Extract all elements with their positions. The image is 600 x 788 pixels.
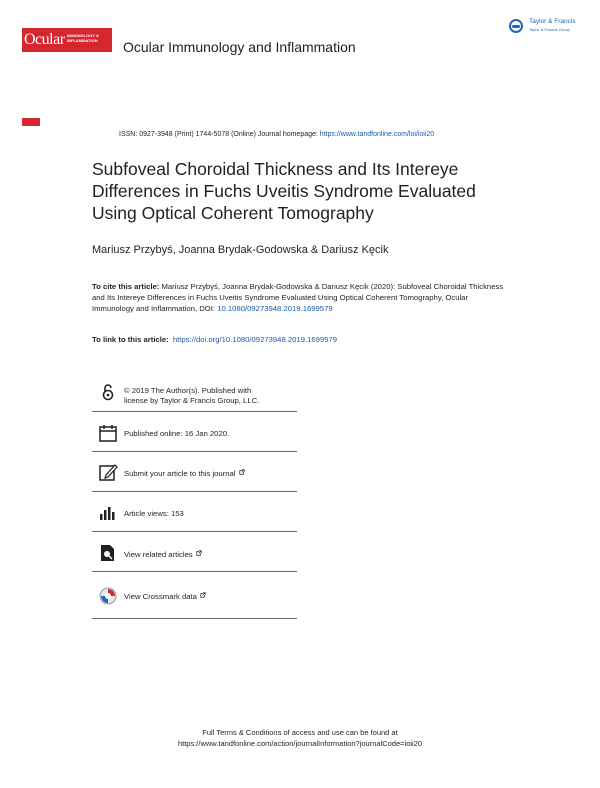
related-articles-label: View related articles bbox=[124, 550, 193, 559]
publisher-logo-icon bbox=[509, 19, 523, 33]
divider bbox=[92, 411, 297, 412]
cover-publisher-mark bbox=[22, 118, 40, 126]
article-views: Article views: 153 bbox=[124, 509, 184, 518]
footer-terms-line1: Full Terms & Conditions of access and use can be found at bbox=[202, 728, 398, 737]
published-date: Published online: 16 Jan 2020. bbox=[124, 429, 230, 438]
external-link-icon bbox=[200, 592, 206, 598]
publisher-logo-name: Taylor & Francis bbox=[529, 18, 576, 25]
license-text bbox=[124, 386, 259, 406]
divider bbox=[92, 571, 297, 572]
footer-terms bbox=[0, 727, 600, 749]
journal-homepage-link[interactable]: https://www.tandfonline.com/loi/ioii20 bbox=[319, 131, 435, 138]
divider bbox=[92, 618, 297, 619]
citation-block bbox=[92, 281, 512, 314]
issn-text: ISSN: 0927-3948 (Print) 1744-5078 (Online) Journal homepage: bbox=[119, 131, 320, 138]
cover-subtitle bbox=[67, 33, 99, 43]
publisher-logo-tagline: Taylor & Francis Group bbox=[529, 27, 570, 32]
license-line2: license by Taylor & Francis Group, LLC. bbox=[124, 396, 260, 405]
article-link-url[interactable]: https://doi.org/10.1080/09273948.2019.1699579 bbox=[172, 335, 338, 344]
divider bbox=[92, 531, 297, 532]
article-title-line3: Using Optical Coherent Tomography bbox=[92, 203, 374, 223]
issn-line bbox=[119, 131, 434, 138]
cover-subtitle-line1: IMMUNOLOGY & bbox=[67, 33, 99, 38]
publisher-logo[interactable] bbox=[509, 17, 589, 39]
calendar-icon bbox=[98, 423, 118, 443]
external-link-icon bbox=[196, 550, 202, 556]
article-title bbox=[92, 158, 552, 224]
article-link-line bbox=[92, 335, 337, 344]
submit-article-label: Submit your article to this journal bbox=[124, 469, 236, 478]
article-title-line1: Subfoveal Choroidal Thickness and Its Intereye bbox=[92, 159, 459, 179]
citation-text: Mariusz Przybyś, Joanna Brydak-Godowska & Dariusz Kęcik (2020): Subfoveal Choroidal Thickness and Its Intereye Differences in Fuchs Uveitis Syndrome Evaluated Using Optical Coherent Tomography, Ocular Immunology and Inflammation, DOI: bbox=[92, 282, 504, 313]
article-link-label: To link to this article: bbox=[92, 335, 169, 344]
edit-icon bbox=[98, 462, 118, 482]
divider bbox=[92, 451, 297, 452]
journal-cover-thumbnail bbox=[22, 28, 112, 130]
article-authors: Mariusz Przybyś, Joanna Brydak-Godowska & Dariusz Kęcik bbox=[92, 244, 389, 256]
related-articles-icon bbox=[98, 543, 118, 563]
related-articles-link[interactable] bbox=[124, 550, 202, 560]
external-link-icon bbox=[239, 469, 245, 475]
open-access-icon bbox=[98, 382, 118, 402]
article-title-line2: Differences in Fuchs Uveitis Syndrome Evaluated bbox=[92, 181, 476, 201]
bar-chart-icon bbox=[98, 503, 118, 523]
crossmark-label: View Crossmark data bbox=[124, 592, 197, 601]
citation-label: To cite this article: bbox=[92, 282, 160, 291]
crossmark-icon bbox=[98, 586, 118, 606]
doi-link[interactable]: 10.1080/09273948.2019.1699579 bbox=[217, 304, 333, 313]
footer-terms-url[interactable]: https://www.tandfonline.com/action/journalInformation?journalCode=ioii20 bbox=[177, 739, 423, 748]
cover-title-word: Ocular bbox=[24, 31, 65, 48]
journal-title[interactable]: Ocular Immunology and Inflammation bbox=[123, 39, 356, 55]
divider bbox=[92, 491, 297, 492]
license-line1: © 2019 The Author(s). Published with bbox=[124, 386, 252, 395]
crossmark-link[interactable] bbox=[124, 592, 206, 602]
cover-subtitle-line2: INFLAMMATION bbox=[67, 38, 98, 43]
submit-article-link[interactable] bbox=[124, 469, 245, 479]
